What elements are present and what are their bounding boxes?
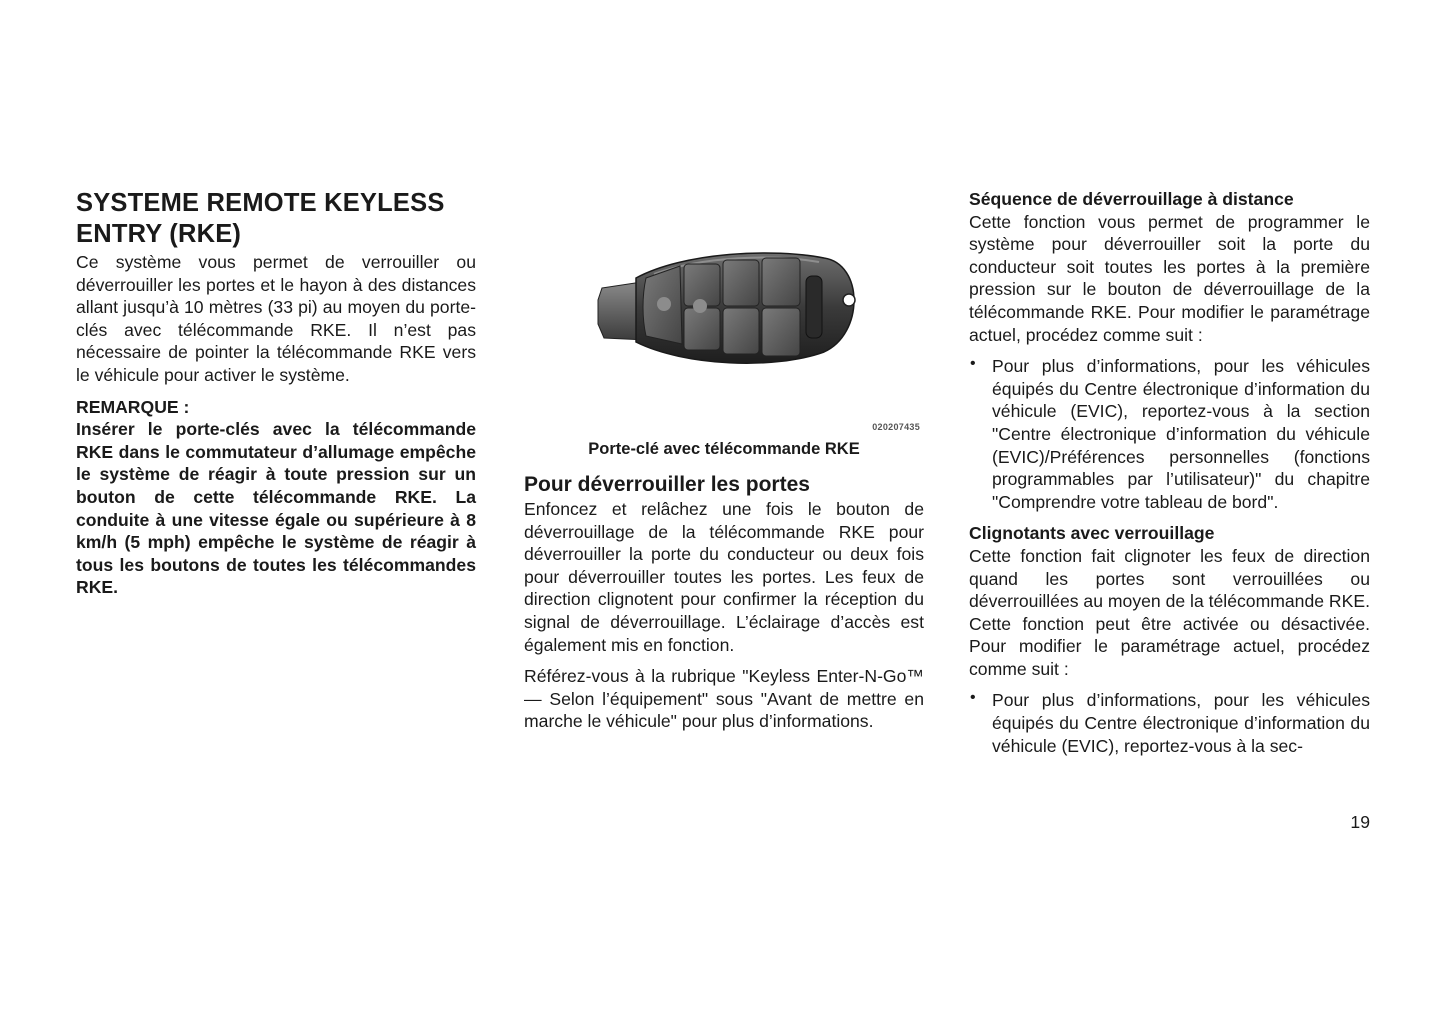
unlock-heading: Pour déverrouiller les portes [524,473,810,496]
section-title: SYSTEME REMOTE KEYLESS ENTRY (RKE) [76,189,445,248]
list-item [969,689,1370,757]
key-fob-figure [524,248,924,438]
column-middle [524,248,924,733]
intro-paragraph: Ce système vous permet de verrouiller ou déverrouiller les portes et le hayon à des distances allant jusqu’à 10 mètres (33 pi) au moyen du porte-clés avec télécommande RKE. Il n’est pas nécessaire de pointer la télécommande RKE vers le véhicule pour activer le système. [76,252,476,385]
keyless-reference-paragraph: Référez-vous à la rubrique "Keyless Enter-N-Go™ — Selon l’équipement" sous "Avant de mettre en marche le véhicule" pour plus d’informations. [524,666,924,732]
figure-code: 020207435 [872,422,920,432]
remark-heading: REMARQUE : [76,396,190,417]
flash-lights-paragraph: Cette fonction fait clignoter les feux de direction quand les portes sont verrouillées ou déverrouillées au moyen de la télécommande RKE. Cette fonction peut être activée ou désactivée. Pour modifier le paramétrage actuel, procédez comme suit : [969,545,1370,679]
remote-unlock-heading: Séquence de déverrouillage à distance [969,189,1294,209]
bullet-icon: • [970,689,976,707]
page-number: 19 [1350,812,1370,832]
column-right [969,188,1370,757]
list-item [969,355,1370,513]
column-left [76,188,476,599]
remark-text: Insérer le porte-clés avec la télécommande RKE dans le commutateur d’allumage empêche le système de réagir à toute pression sur un bouton de cette télécommande RKE. La conduite à une vitesse égale ou supérieure à 8 km/h (5 mph) empêche le système de réagir à tous les boutons de toutes les télécommandes RKE. [76,419,476,598]
bullet-icon: • [970,355,976,373]
figure-caption: Porte-clé avec télécommande RKE [588,440,860,458]
bullet-text: Pour plus d’informations, pour les véhicules équipés du Centre électronique d’information du véhicule (EVIC), reportez-vous à la sec- [992,690,1370,756]
unlock-paragraph: Enfoncez et relâchez une fois le bouton de déverrouillage de la télécommande RKE pour déverrouiller la porte du conducteur ou deux fois pour déverrouiller toutes les portes. Les feux de direction clignotent pour confirmer la réception du signal de déverrouillage. L’éclairage d’accès est également mis en fonction. [524,499,924,655]
bullet-text: Pour plus d’informations, pour les véhicules équipés du Centre électronique d’information du véhicule (EVIC), reportez-vous à la section "Centre électronique d’information du véhicule (EVIC)/Préférences personnelles (fonctions programmables par l’utilisateur)" du chapitre "Comprendre votre tableau de bord". [992,356,1370,512]
remote-unlock-paragraph: Cette fonction vous permet de programmer le système pour déverrouiller soit la porte du conducteur soit toutes les portes à la première pression sur le bouton de déverrouillage de la télécommande RKE. Pour modifier le paramétrage actuel, procédez comme suit : [969,211,1370,345]
flash-lights-heading: Clignotants avec verrouillage [969,523,1215,544]
key-fob-illustration [524,248,924,438]
